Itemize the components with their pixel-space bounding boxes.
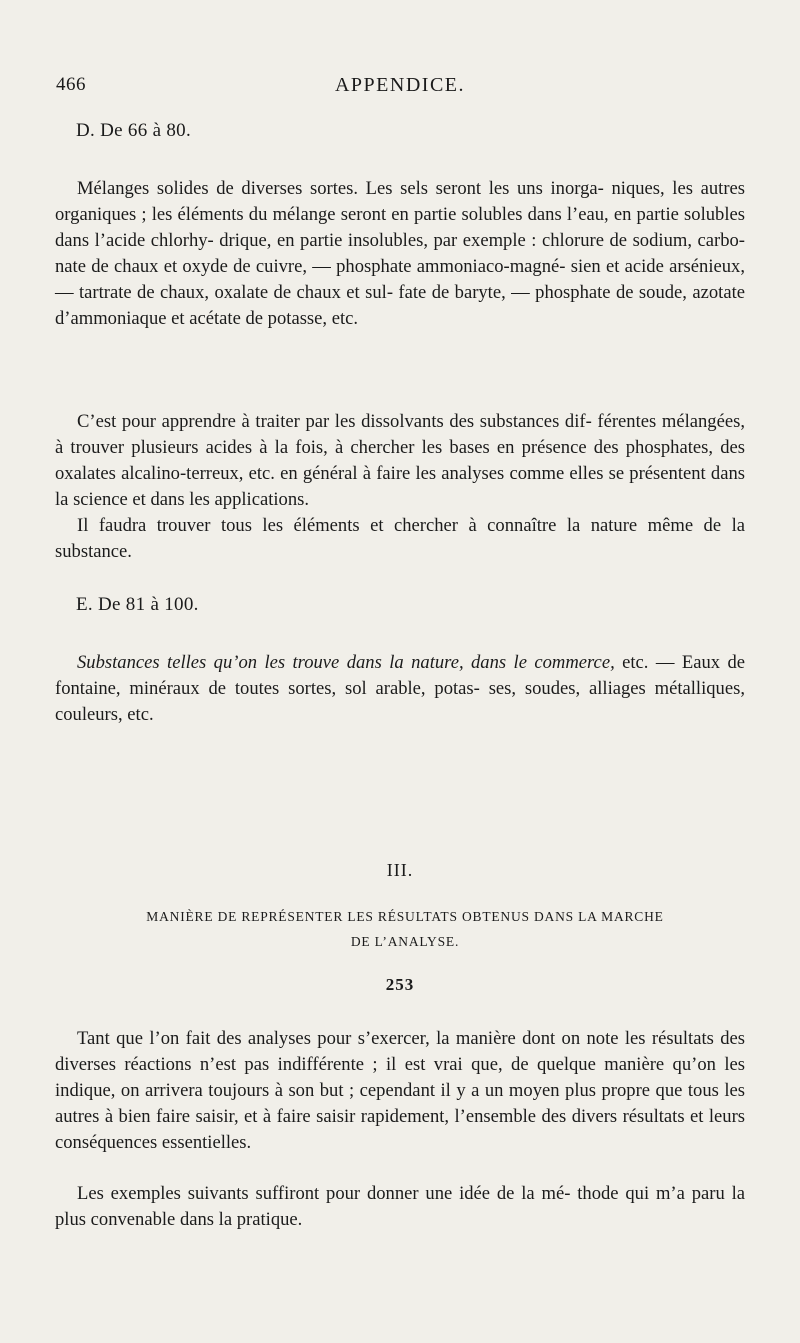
- paragraph-number: 253: [385, 975, 415, 994]
- section-d-paragraph-1: Mélanges solides de diverses sortes. Les sels seront les uns inorga- niques, les autres organiques ; les éléments du mélange seront en partie solubles dans l’eau, en partie solubles dans l’acide chlorhy- drique, en partie insolubles, par exemple : chlorure de sodium, carbo- nate de chaux et oxyde de cuivre, — phosphate ammoniaco-magné- sien et acide arsénieux, — tartrate de chaux, oxalate de chaux et sul- fate de baryte, — phosphate de soude, azotate d’ammoniaque et acétate de potasse, etc.: [55, 178, 745, 329]
- running-head: APPENDICE.: [334, 74, 465, 96]
- section-e-paragraph-rest: etc. — Eaux de fontaine, minéraux de toutes sortes, sol arable, potas- ses, soudes, alliages métalliques, couleurs, etc.: [55, 652, 745, 725]
- section-iii-paragraph-2: Les exemples suivants suffiront pour donner une idée de la mé- thode qui m’a paru la plus convenable dans la pratique.: [55, 1183, 745, 1230]
- section-e-italic-lead: Substances telles qu’on les trouve dans la nature, dans le commerce,: [77, 652, 615, 673]
- section-title: [80, 904, 730, 954]
- page-number: 466: [56, 74, 86, 95]
- section-d-paragraph-2: C’est pour apprendre à traiter par les dissolvants des substances dif- férentes mélangées, à trouver plusieurs acides à la fois, à chercher les bases en présence des phosphates, des oxalates alcalino-terreux, etc. en général à faire les analyses comme elles se présentent dans la science et dans les applications.: [55, 411, 745, 510]
- section-e-heading: E. De 81 à 100.: [76, 594, 199, 615]
- section-iii-paragraph-1: Tant que l’on fait des analyses pour s’exercer, la manière dont on note les résultats des diverses réactions n’est pas indifférente ; il est vrai que, de quelque manière qu’on les indique, on arrivera toujours à son but ; cependant il y a un moyen plus propre que tous les autres à bien faire saisir, et à faire saisir rapidement, l’ensemble des divers résultats et leurs conséquences essentielles.: [55, 1028, 745, 1153]
- section-d-paragraph-3: Il faudra trouver tous les éléments et chercher à connaître la nature même de la substance.: [55, 515, 745, 562]
- section-title-line-2: DE L’ANALYSE.: [350, 934, 460, 949]
- section-number: III.: [386, 860, 414, 880]
- section-d-heading: D. De 66 à 80.: [76, 120, 192, 141]
- section-e-paragraph: [55, 650, 745, 728]
- section-title-line-1: MANIÈRE DE REPRÉSENTER LES RÉSULTATS OBTENUS DANS LA MARCHE: [146, 909, 664, 924]
